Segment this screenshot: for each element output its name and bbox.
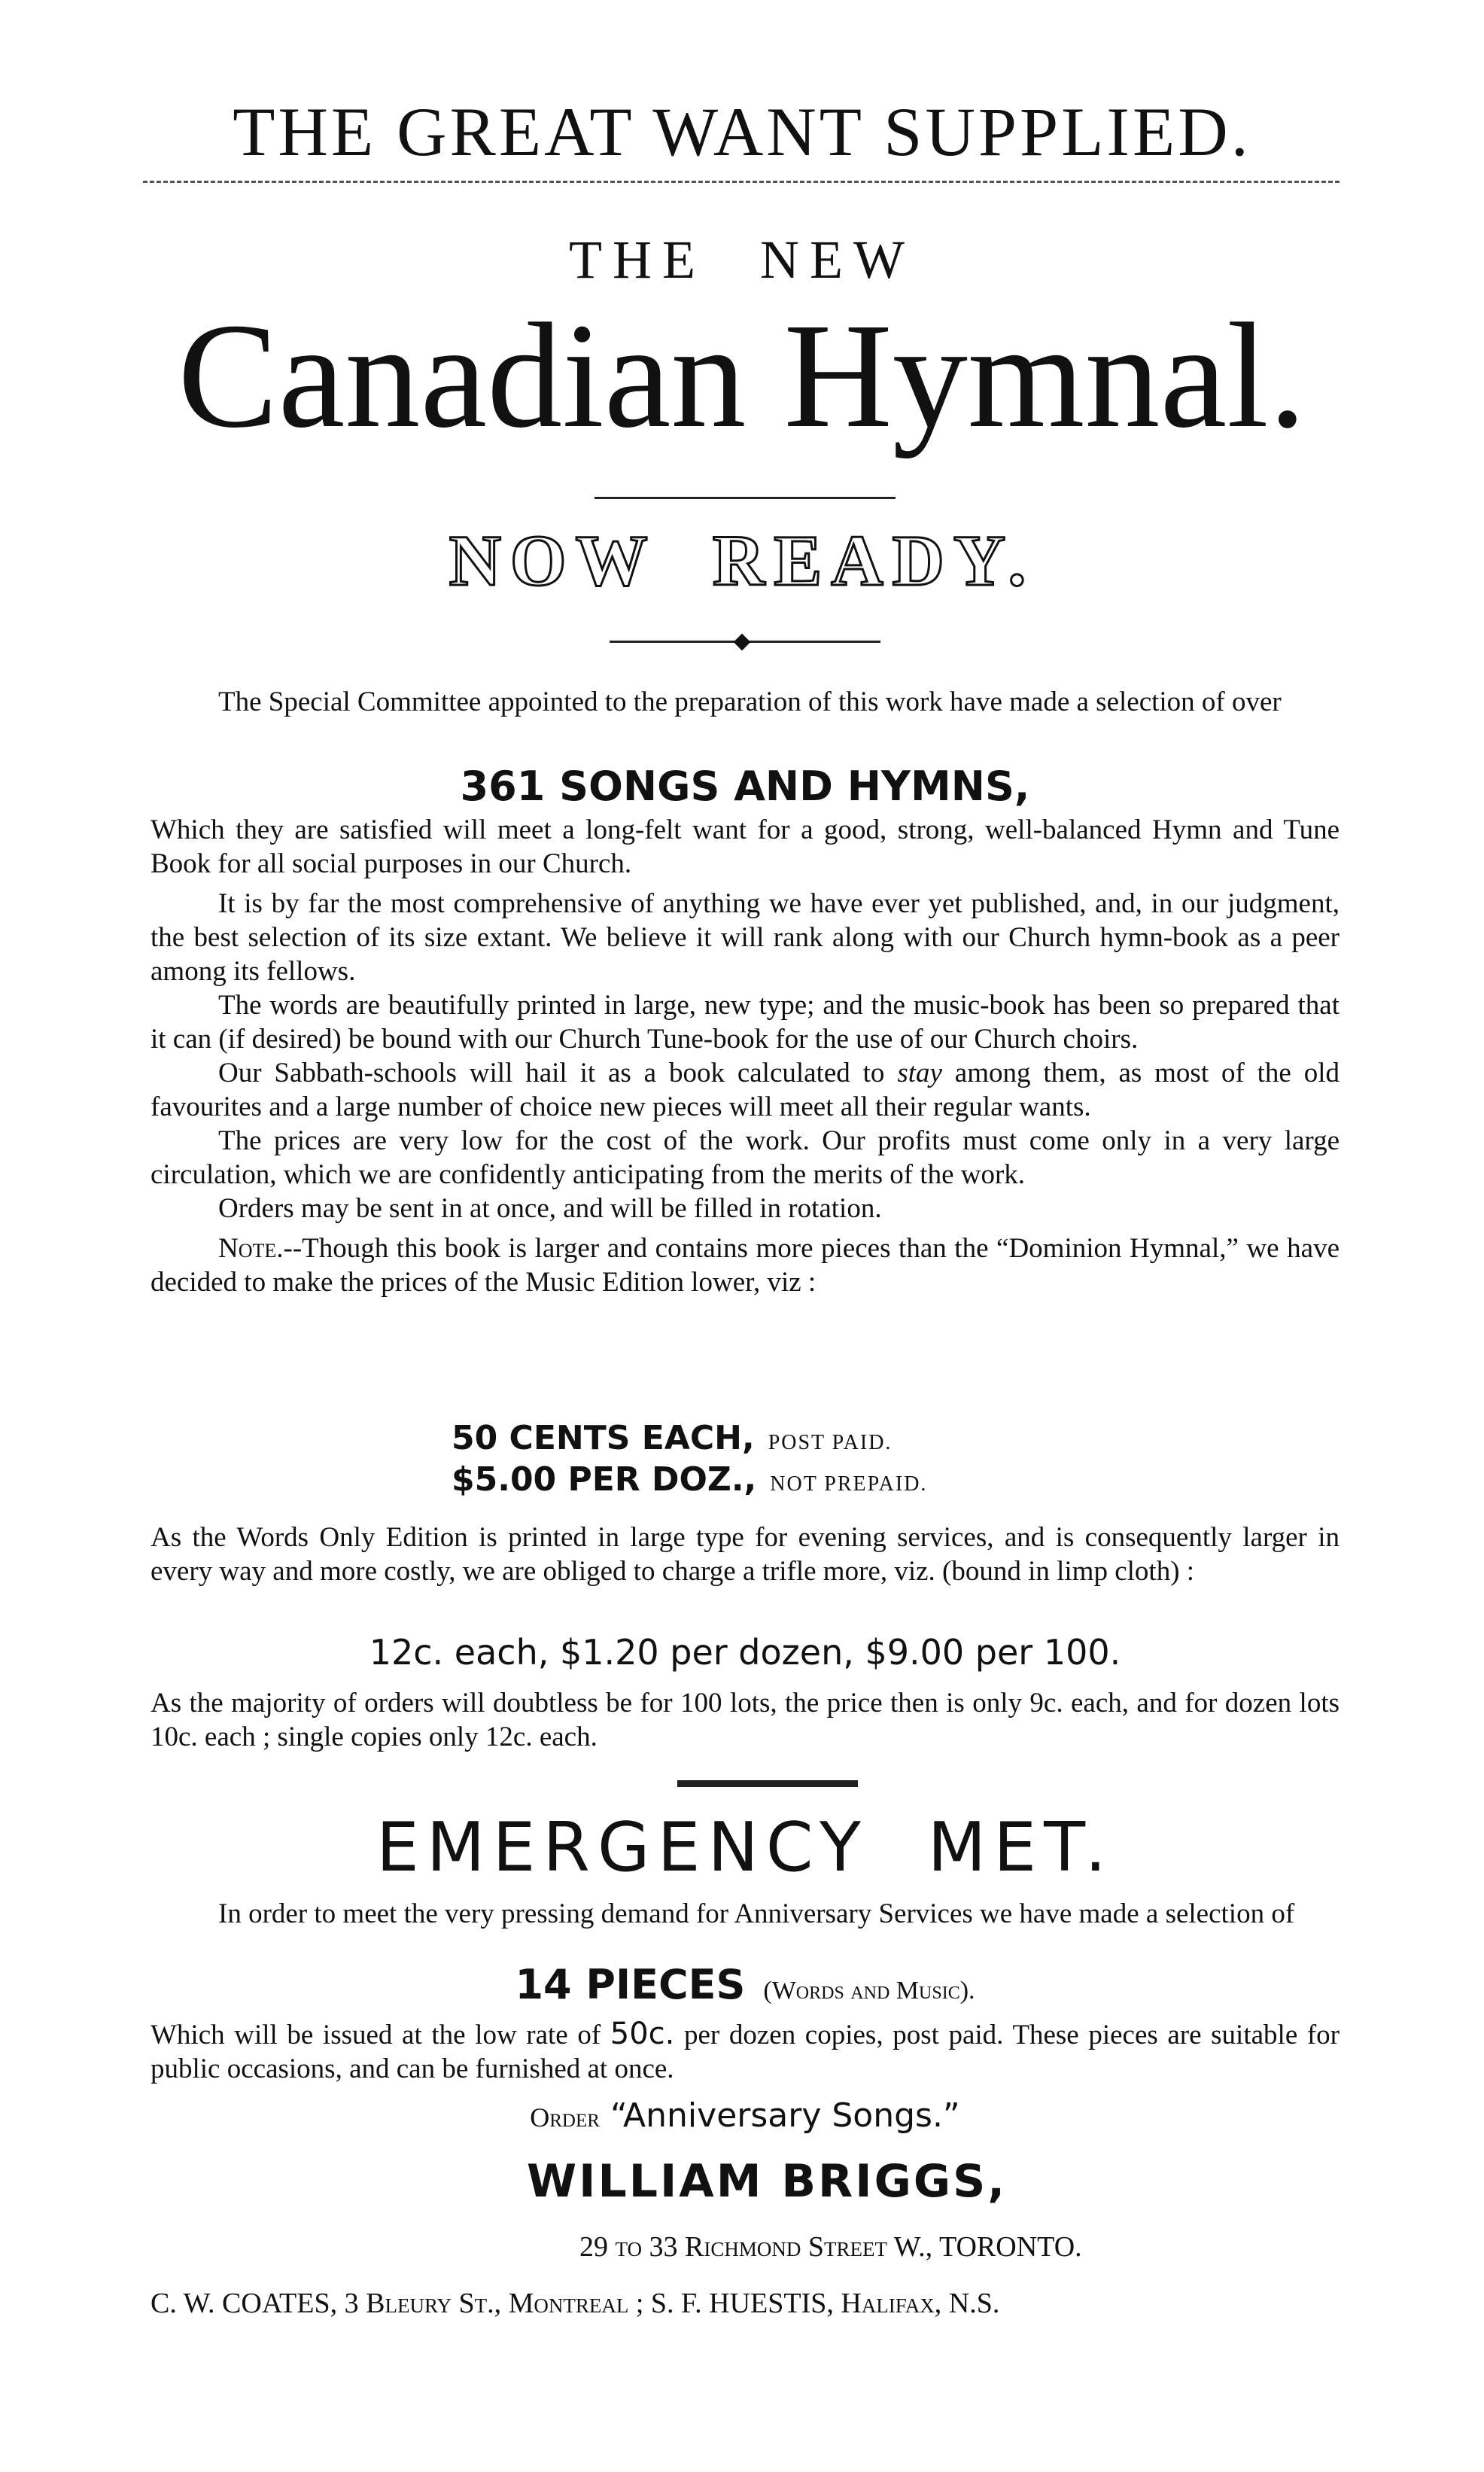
publisher-name: WILLIAM BRIGGS, <box>527 2155 1008 2208</box>
intro-paragraph: The Special Committee appointed to the preparation of this work have made a selection of over <box>218 686 1282 717</box>
publisher-address: 29 to 33 Richmond Street W., TORONTO. <box>579 2231 1082 2263</box>
page-title: THE GREAT WANT SUPPLIED. <box>233 93 1251 170</box>
songs-headline: 361 SONGS AND HYMNS, <box>460 763 1030 810</box>
words-price-line: 12c. each, $1.20 per dozen, $9.00 per 100. <box>369 1632 1121 1673</box>
short-rule <box>595 497 896 499</box>
ornament-rule <box>610 634 880 649</box>
majority-paragraph: As the majority of orders will doubtless be for 100 lots, the price then is only 9c. each, and for dozen lots 10c. each ; single copies only 12c. each. <box>151 1688 1340 1752</box>
price-line-dozen: $5.00 PER DOZ., NOT PREPAID. <box>452 1460 928 1499</box>
subtitle: THE NEW <box>569 230 915 290</box>
pieces-paragraph: Which will be issued at the low rate of 50c. per dozen copies, post paid. These pieces are suitable for public occasions, and can be furnished at once. <box>151 2017 1340 2084</box>
now-ready-heading: NOW READY. <box>449 520 1035 601</box>
agents-line: C. W. COATES, 3 Bleury St., Montreal ; S. F. HUESTIS, Halifax, N.S. <box>151 2288 1000 2319</box>
note-paragraph: Note.--Though this book is larger and contains more pieces than the “Dominion Hymnal,” we have decided to make the prices of the Music Edition lower, viz : <box>151 1233 1340 1298</box>
main-title: Canadian Hymnal. <box>178 293 1306 459</box>
price-line-each: 50 CENTS EACH, POST PAID. <box>452 1419 893 1457</box>
words-only-paragraph: As the Words Only Edition is printed in large type for evening services, and is consequently larger in every way and more costly, we are obliged to charge a trifle more, viz. (bound in limp cloth) : <box>151 1522 1340 1587</box>
thick-rule <box>677 1780 858 1787</box>
body-paragraphs: Which they are satisfied will meet a long-felt want for a good, strong, well-balanced Hymn and Tune Book for all social purposes in our Church. It is by far the most comprehensive of anything we have ever yet published, and, in our judgment, the best selection of its size extant. We believe it will rank along with our Church hymn-book as a peer among its fellows. The words are beautifully printed in large, new type; and the music-book has been so prepared that it can (if desired) be bound with our Church Tune-book for the use of our Church choirs. Our Sabbath-schools will hail it as a book calculated to stay among them, as most of the old favourites and a large number of choice new pieces will meet all their regular wants. The prices are very low for the cost of the work. Our profits must come only in a very large circulation, which we are confidently anticipating from the merits of the work. Orders may be sent in at once, and will be filled in rotation. Note.--Though this book is larger and contains more pieces than the “Dominion Hymnal,” we have decided to make the prices of the Music Edition lower, viz : <box>151 814 1340 1298</box>
order-line: Order “Anniversary Songs.” <box>530 2096 960 2135</box>
dotted-divider <box>143 181 1340 193</box>
emergency-heading: EMERGENCY MET. <box>376 1808 1115 1887</box>
pieces-headline: 14 PIECES (Words and Music). <box>515 1961 975 2008</box>
sabbath-paragraph: Our Sabbath-schools will hail it as a book calculated to stay among them, as most of the old favourites and a large number of choice new pieces will meet all their regular wants. <box>151 1058 1340 1122</box>
emergency-paragraph: In order to meet the very pressing demand for Anniversary Services we have made a selection of <box>218 1898 1295 1929</box>
